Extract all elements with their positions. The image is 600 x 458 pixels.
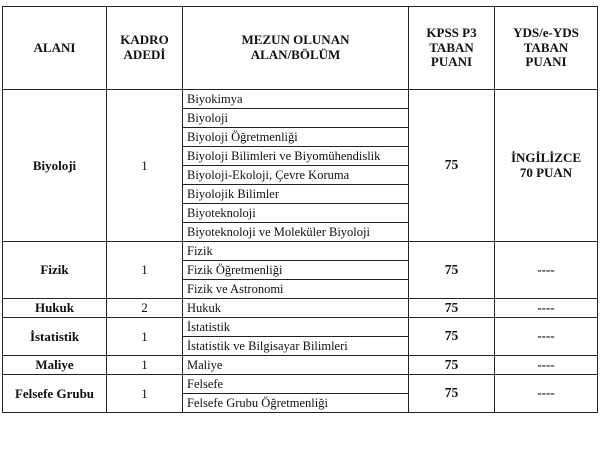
yds-text: ---- xyxy=(537,356,555,372)
header-kadro xyxy=(107,7,183,90)
cell-alan: İstatistik xyxy=(3,318,107,356)
bolum-item: Felsefe Grubu Öğretmenliği xyxy=(187,396,328,410)
bolum-list xyxy=(183,299,408,317)
table-row-hukuk xyxy=(3,299,598,318)
cell-kpss-puan: 75 xyxy=(409,318,495,356)
yds-text: 70 PUAN xyxy=(519,164,573,180)
bolum-item: Biyoloji Öğretmenliği xyxy=(183,128,408,147)
cell-yds-puan xyxy=(495,356,598,375)
header-mezun-line-1: MEZUN OLUNAN xyxy=(241,32,350,48)
cell-kpss-puan: 75 xyxy=(409,242,495,299)
header-kadro-line-1: KADRO xyxy=(120,32,169,48)
bolum-item: İstatistik ve Bilgisayar Bilimleri xyxy=(187,339,348,353)
table-body xyxy=(3,90,598,413)
header-alan-text: ALANI xyxy=(33,39,76,55)
cell-kadro-adedi: 2 xyxy=(107,299,183,318)
cell-kpss-puan: 75 xyxy=(409,299,495,318)
header-row xyxy=(3,7,598,90)
bolum-item: Biyoteknoloji xyxy=(183,204,408,223)
bolum-item: Biyoloji xyxy=(183,109,408,128)
bolum-item: Felsefe xyxy=(183,375,408,394)
header-yds-line-1: YDS/e-YDS xyxy=(513,24,579,40)
cell-kadro-adedi: 1 xyxy=(107,375,183,413)
bolum-item: Fizik Öğretmenliği xyxy=(183,261,408,280)
header-alan xyxy=(3,7,107,90)
yds-text: ---- xyxy=(537,261,555,277)
header-kpss-line-3: PUANI xyxy=(430,54,473,70)
cell-yds-puan xyxy=(495,242,598,299)
cell-alan: Fizik xyxy=(3,242,107,299)
kadro-table-container xyxy=(2,6,597,458)
yds-text: İNGİLİZCE xyxy=(510,149,582,165)
yds-text: ---- xyxy=(537,299,555,315)
table-row-maliye xyxy=(3,356,598,375)
cell-kpss-puan: 75 xyxy=(409,356,495,375)
cell-kadro-adedi: 1 xyxy=(107,90,183,242)
header-kpss-line-2: TABAN xyxy=(429,39,474,55)
cell-alan: Felsefe Grubu xyxy=(3,375,107,413)
cell-yds-puan xyxy=(495,375,598,413)
yds-text: ---- xyxy=(537,328,555,344)
cell-yds-puan xyxy=(495,318,598,356)
bolum-item: Biyolojik Bilimler xyxy=(183,185,408,204)
header-mezun-line-2: ALAN/BÖLÜM xyxy=(250,47,341,62)
cell-mezun-bolumler xyxy=(183,299,409,318)
bolum-item: Biyoteknoloji ve Moleküler Biyoloji xyxy=(187,225,370,239)
header-kadro-line-2: ADEDİ xyxy=(123,47,166,62)
bolum-item: Fizik ve Astronomi xyxy=(187,282,284,296)
table-row-istatistik xyxy=(3,318,598,356)
cell-kadro-adedi: 1 xyxy=(107,242,183,299)
cell-kpss-puan: 75 xyxy=(409,375,495,413)
bolum-item: Biyoloji-Ekoloji, Çevre Koruma xyxy=(183,166,408,185)
cell-alan: Hukuk xyxy=(3,299,107,318)
bolum-item: Biyoloji Bilimleri ve Biyomühendislik xyxy=(183,147,408,166)
cell-mezun-bolumler xyxy=(183,242,409,299)
bolum-item: Fizik xyxy=(183,242,408,261)
bolum-item: Maliye xyxy=(187,358,223,372)
bolum-item: Hukuk xyxy=(187,301,222,315)
bolum-list xyxy=(183,356,408,374)
header-kpss xyxy=(409,7,495,90)
kadro-table xyxy=(2,6,598,413)
bolum-item: Biyokimya xyxy=(183,90,408,109)
cell-kadro-adedi: 1 xyxy=(107,356,183,375)
header-mezun xyxy=(183,7,409,90)
table-row-biyoloji xyxy=(3,90,598,242)
cell-yds-puan xyxy=(495,299,598,318)
bolum-list xyxy=(183,375,408,412)
table-row-felsefe-grubu xyxy=(3,375,598,413)
yds-text: ---- xyxy=(537,385,555,401)
bolum-item: İstatistik xyxy=(183,318,408,337)
cell-kadro-adedi: 1 xyxy=(107,318,183,356)
bolum-list xyxy=(183,242,408,298)
header-yds-line-3: PUANI xyxy=(525,54,567,70)
cell-alan: Biyoloji xyxy=(3,90,107,242)
cell-alan: Maliye xyxy=(3,356,107,375)
header-yds xyxy=(495,7,598,90)
header-yds-line-2: TABAN xyxy=(523,39,569,55)
cell-mezun-bolumler xyxy=(183,356,409,375)
header-kpss-line-1: KPSS P3 xyxy=(426,24,477,40)
cell-mezun-bolumler xyxy=(183,318,409,356)
table-row-fizik xyxy=(3,242,598,299)
cell-yds-puan xyxy=(495,90,598,242)
bolum-list xyxy=(183,90,408,241)
cell-mezun-bolumler xyxy=(183,90,409,242)
bolum-list xyxy=(183,318,408,355)
cell-mezun-bolumler xyxy=(183,375,409,413)
cell-kpss-puan: 75 xyxy=(409,90,495,242)
